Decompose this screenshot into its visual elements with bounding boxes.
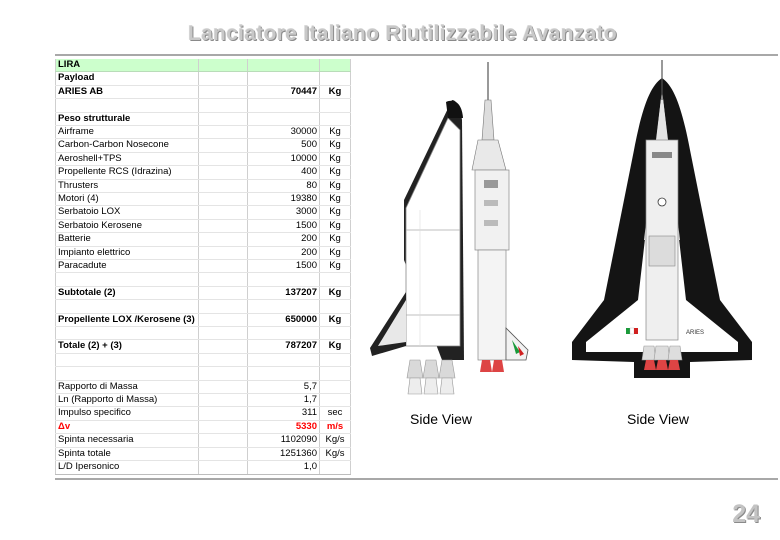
row-label: Δv xyxy=(56,420,199,433)
table-row xyxy=(56,85,351,98)
row-value xyxy=(248,353,320,366)
row-value: 1251360 xyxy=(248,447,320,460)
row-value: 5330 xyxy=(248,420,320,433)
row-value: 30000 xyxy=(248,126,320,139)
table-cell xyxy=(199,273,248,286)
table-cell xyxy=(199,72,248,85)
table-cell xyxy=(320,59,351,72)
bottom-divider xyxy=(55,478,778,480)
table-row xyxy=(56,434,351,447)
table-cell xyxy=(199,112,248,125)
row-label: Motori (4) xyxy=(56,193,199,206)
row-value: 1500 xyxy=(248,219,320,232)
row-label: Propellente LOX /Kerosene (3) xyxy=(56,313,199,326)
table-row xyxy=(56,152,351,165)
row-unit xyxy=(320,380,351,393)
table-cell xyxy=(199,447,248,460)
table-cell xyxy=(199,233,248,246)
row-label: Serbatoio Kerosene xyxy=(56,219,199,232)
table-row xyxy=(56,286,351,299)
table-row xyxy=(56,139,351,152)
row-label: Spinta necessaria xyxy=(56,434,199,447)
title-divider xyxy=(55,54,778,56)
table-row xyxy=(56,380,351,393)
table-cell xyxy=(199,246,248,259)
row-unit xyxy=(320,367,351,380)
table-row xyxy=(56,394,351,407)
table-cell xyxy=(199,461,248,474)
table-row xyxy=(56,353,351,366)
table-cell xyxy=(199,380,248,393)
rocket-stack xyxy=(472,62,528,372)
table-cell xyxy=(199,85,248,98)
row-label: Batterie xyxy=(56,233,199,246)
row-unit xyxy=(320,353,351,366)
table-row xyxy=(56,219,351,232)
row-value: 1,0 xyxy=(248,461,320,474)
table-cell xyxy=(199,300,248,313)
table-cell xyxy=(199,313,248,326)
row-label: Thrusters xyxy=(56,179,199,192)
row-unit: Kg xyxy=(320,260,351,273)
table-cell xyxy=(199,59,248,72)
row-value xyxy=(248,327,320,340)
row-value: 5,7 xyxy=(248,380,320,393)
shuttle-nose-cap xyxy=(446,101,463,118)
table-row xyxy=(56,126,351,139)
row-label: Rapporto di Massa xyxy=(56,380,199,393)
table-cell xyxy=(248,59,320,72)
row-label: Totale (2) + (3) xyxy=(56,340,199,353)
row-value: 311 xyxy=(248,407,320,420)
row-unit: Kg xyxy=(320,166,351,179)
table-cell xyxy=(199,139,248,152)
table-row xyxy=(56,447,351,460)
row-label: Airframe xyxy=(56,126,199,139)
table-row xyxy=(56,461,351,474)
row-unit xyxy=(320,112,351,125)
row-label xyxy=(56,300,199,313)
table-row xyxy=(56,260,351,273)
row-unit: Kg xyxy=(320,233,351,246)
table-cell xyxy=(199,219,248,232)
row-label: Ln (Rapporto di Massa) xyxy=(56,394,199,407)
row-value xyxy=(248,72,320,85)
table-row xyxy=(56,179,351,192)
table-cell xyxy=(199,327,248,340)
row-unit: Kg xyxy=(320,179,351,192)
table-row xyxy=(56,407,351,420)
side-view-drawing-left xyxy=(360,60,560,405)
table-row xyxy=(56,420,351,433)
row-unit: sec xyxy=(320,407,351,420)
row-unit: Kg/s xyxy=(320,434,351,447)
row-unit xyxy=(320,99,351,112)
row-value xyxy=(248,300,320,313)
row-value: 80 xyxy=(248,179,320,192)
italian-flag-icon xyxy=(626,328,638,334)
row-unit: Kg xyxy=(320,193,351,206)
row-label: Impulso specifico xyxy=(56,407,199,420)
row-unit: Kg xyxy=(320,206,351,219)
row-label: Impianto elettrico xyxy=(56,246,199,259)
row-unit: Kg xyxy=(320,85,351,98)
row-unit: Kg/s xyxy=(320,447,351,460)
row-label xyxy=(56,99,199,112)
table-cell xyxy=(199,193,248,206)
row-label: L/D Ipersonico xyxy=(56,461,199,474)
engine-nozzles-left xyxy=(407,360,455,394)
table-cell xyxy=(199,152,248,165)
row-label: Spinta totale xyxy=(56,447,199,460)
row-unit: Kg xyxy=(320,313,351,326)
row-label xyxy=(56,273,199,286)
row-value: 650000 xyxy=(248,313,320,326)
row-value: 200 xyxy=(248,233,320,246)
row-unit xyxy=(320,273,351,286)
row-label: Paracadute xyxy=(56,260,199,273)
row-unit: Kg xyxy=(320,340,351,353)
row-value xyxy=(248,99,320,112)
row-unit: Kg xyxy=(320,152,351,165)
table-cell xyxy=(199,394,248,407)
row-label: Peso strutturale xyxy=(56,112,199,125)
engine-nozzles-right xyxy=(642,346,682,370)
table-row xyxy=(56,206,351,219)
row-label xyxy=(56,367,199,380)
table-header-row xyxy=(56,59,351,72)
mass-budget-table xyxy=(55,59,351,475)
row-unit xyxy=(320,327,351,340)
row-unit: Kg xyxy=(320,126,351,139)
row-unit xyxy=(320,300,351,313)
side-view-drawing-right xyxy=(570,60,755,405)
row-label: ARIES AB xyxy=(56,85,199,98)
table-cell xyxy=(199,420,248,433)
page-number: 24 xyxy=(732,500,760,528)
table-row xyxy=(56,233,351,246)
side-view-caption-right: Side View xyxy=(627,411,690,427)
table-row xyxy=(56,300,351,313)
row-label: Propellente RCS (Idrazina) xyxy=(56,166,199,179)
row-value: 3000 xyxy=(248,206,320,219)
shuttle-wing-panel xyxy=(406,118,460,346)
row-value: 200 xyxy=(248,246,320,259)
row-label: Carbon-Carbon Nosecone xyxy=(56,139,199,152)
table-row xyxy=(56,246,351,259)
row-value xyxy=(248,273,320,286)
table-row xyxy=(56,166,351,179)
row-value xyxy=(248,112,320,125)
row-label: Subtotale (2) xyxy=(56,286,199,299)
row-value: 787207 xyxy=(248,340,320,353)
row-label: Payload xyxy=(56,72,199,85)
row-value xyxy=(248,367,320,380)
row-value: 1500 xyxy=(248,260,320,273)
row-unit: Kg xyxy=(320,286,351,299)
row-value: 70447 xyxy=(248,85,320,98)
table-cell xyxy=(199,99,248,112)
row-label: Aeroshell+TPS xyxy=(56,152,199,165)
table-cell xyxy=(199,353,248,366)
slide-title: Lanciatore Italiano Riutilizzabile Avanzato xyxy=(187,22,618,45)
row-unit xyxy=(320,394,351,407)
table-row xyxy=(56,340,351,353)
table-row xyxy=(56,72,351,85)
table-cell xyxy=(199,367,248,380)
row-value: 19380 xyxy=(248,193,320,206)
table-cell xyxy=(199,166,248,179)
row-value: 10000 xyxy=(248,152,320,165)
table-cell xyxy=(199,206,248,219)
table-row xyxy=(56,99,351,112)
row-unit: Kg xyxy=(320,219,351,232)
row-value: 1102090 xyxy=(248,434,320,447)
row-unit xyxy=(320,461,351,474)
row-value: 400 xyxy=(248,166,320,179)
table-row xyxy=(56,367,351,380)
row-value: 500 xyxy=(248,139,320,152)
row-unit: Kg xyxy=(320,246,351,259)
row-value: 1,7 xyxy=(248,394,320,407)
row-unit xyxy=(320,72,351,85)
table-cell xyxy=(199,340,248,353)
row-label xyxy=(56,327,199,340)
table-cell xyxy=(199,407,248,420)
table-cell xyxy=(199,260,248,273)
side-view-caption-left: Side View xyxy=(410,411,473,427)
row-label xyxy=(56,353,199,366)
table-cell xyxy=(199,286,248,299)
table-header-label: LIRA xyxy=(56,59,199,72)
table-row xyxy=(56,313,351,326)
table-row xyxy=(56,273,351,286)
vehicle-label: ARIES xyxy=(686,330,705,336)
table-cell xyxy=(199,434,248,447)
table-cell xyxy=(199,126,248,139)
row-unit: Kg xyxy=(320,139,351,152)
table-row xyxy=(56,327,351,340)
table-row xyxy=(56,112,351,125)
row-unit: m/s xyxy=(320,420,351,433)
table-row xyxy=(56,193,351,206)
row-value: 137207 xyxy=(248,286,320,299)
table-cell xyxy=(199,179,248,192)
row-label: Serbatoio LOX xyxy=(56,206,199,219)
